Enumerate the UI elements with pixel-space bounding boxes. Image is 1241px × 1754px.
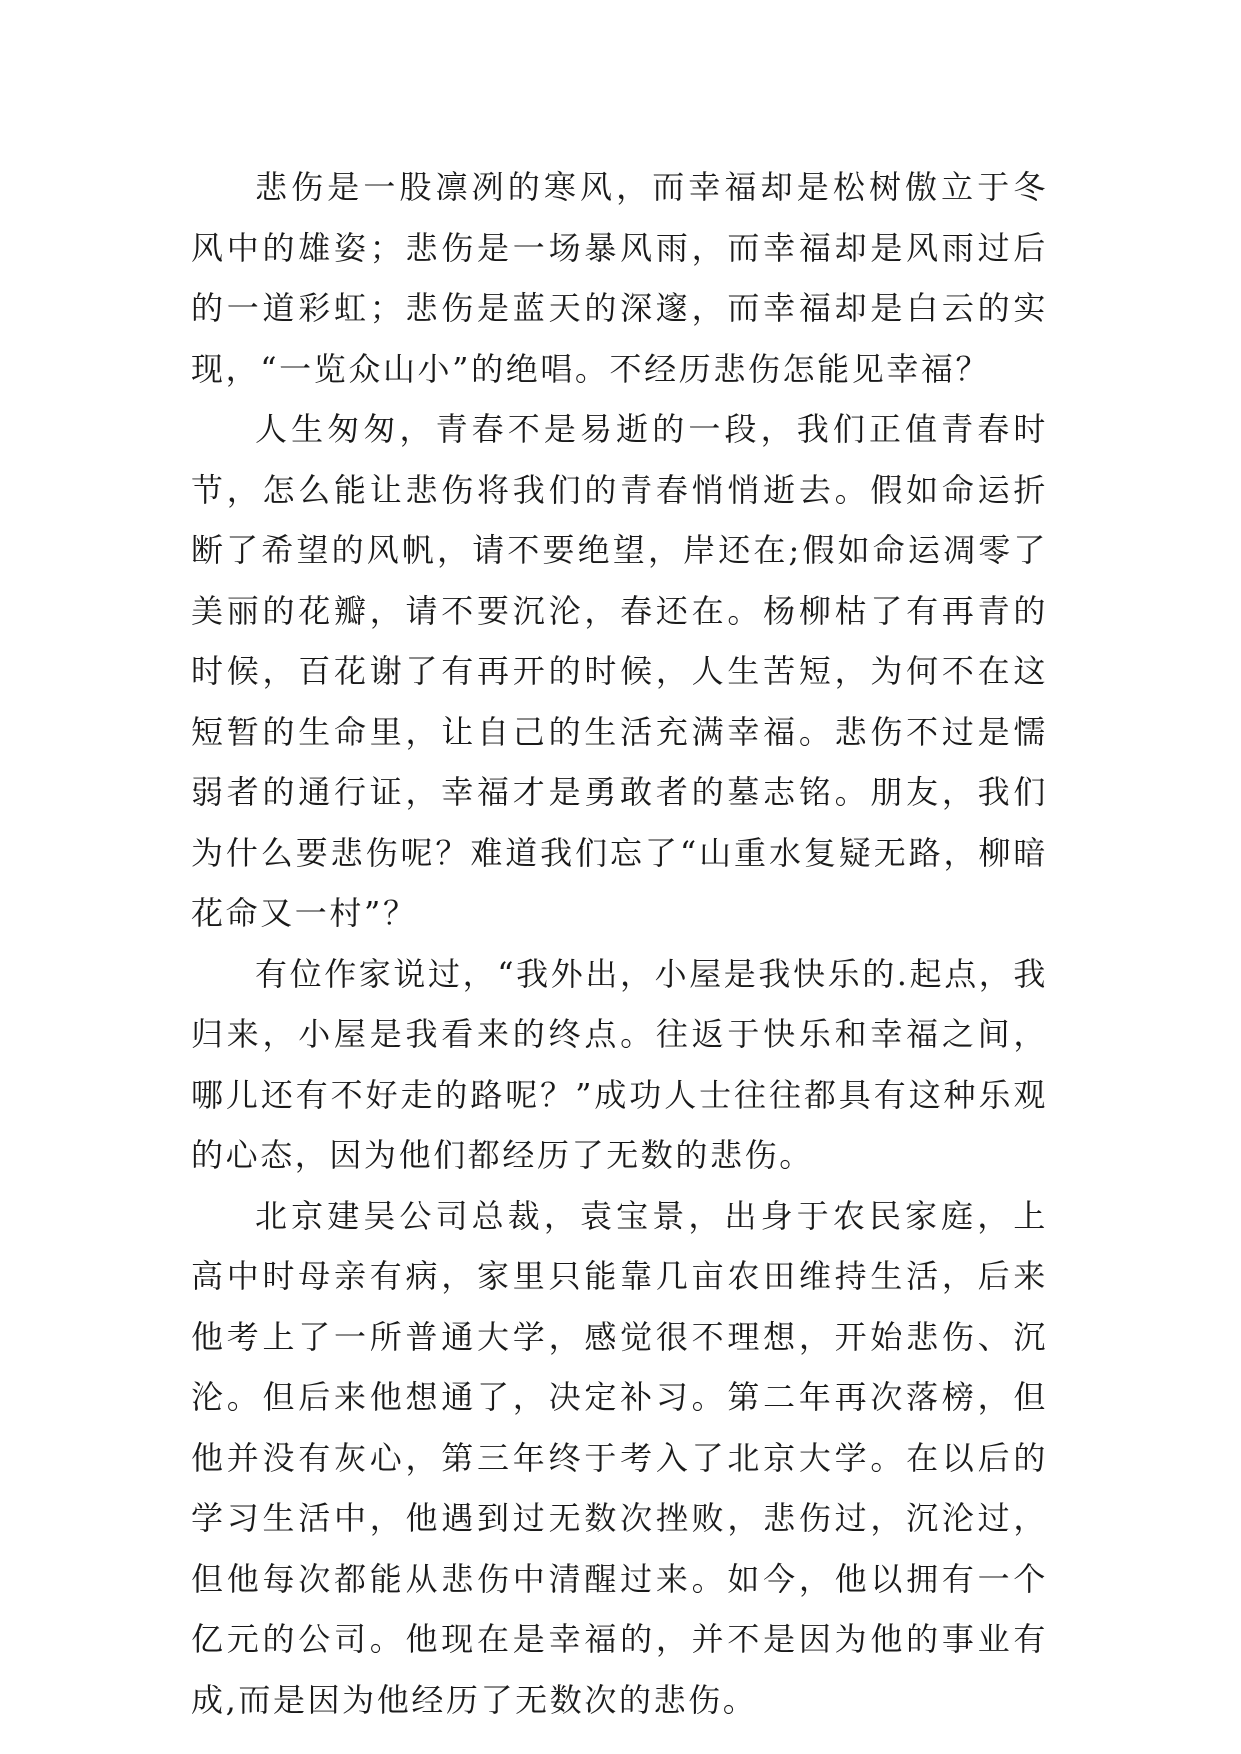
paragraph-4: 北京建吴公司总裁，袁宝景，出身于农民家庭，上高中时母亲有病，家里只能靠几亩农田维持生活，后来他考上了一所普通大学，感觉很不理想，开始悲伤、沉沦。但后来他想通了，决定补习。第二年再次落榜，但他并没有灰心，第三年终于考入了北京大学。在以后的学习生活中，他遇到过无数次挫败，悲伤过，沉沦过，但他每次都能从悲伤中清醒过来。如今，他以拥有一个亿元的公司。他现在是幸福的，并不是因为他的事业有成,而是因为他经历了无数次的悲伤。: [191, 1196, 1048, 1719]
paragraph-1: 悲伤是一股凛冽的寒风，而幸福却是松树傲立于冬风中的雄姿；悲伤是一场暴风雨，而幸福却是风雨过后的一道彩虹；悲伤是蓝天的深邃，而幸福却是白云的实现，“一览众山小”的绝唱。不经历悲伤怎能见幸福？: [191, 168, 1048, 388]
document-body: [191, 157, 1048, 1730]
paragraph-3: 有位作家说过，“我外出，小屋是我快乐的.起点，我归来，小屋是我看来的终点。往返于快乐和幸福之间，哪儿还有不好走的路呢？”成功人士往往都具有这种乐观的心态，因为他们都经历了无数的悲伤。: [191, 954, 1048, 1174]
paragraph-2: 人生匆匆，青春不是易逝的一段，我们正值青春时节，怎么能让悲伤将我们的青春悄悄逝去。假如命运折断了希望的风帆，请不要绝望，岸还在;假如命运凋零了美丽的花瓣，请不要沉沦，春还在。杨柳枯了有再青的时候，百花谢了有再开的时候，人生苦短，为何不在这短暂的生命里，让自己的生活充满幸福。悲伤不过是懦弱者的通行证，幸福才是勇敢者的墓志铭。朋友，我们为什么要悲伤呢？难道我们忘了“山重水复疑无路，柳暗花命又一村”？: [191, 410, 1048, 932]
